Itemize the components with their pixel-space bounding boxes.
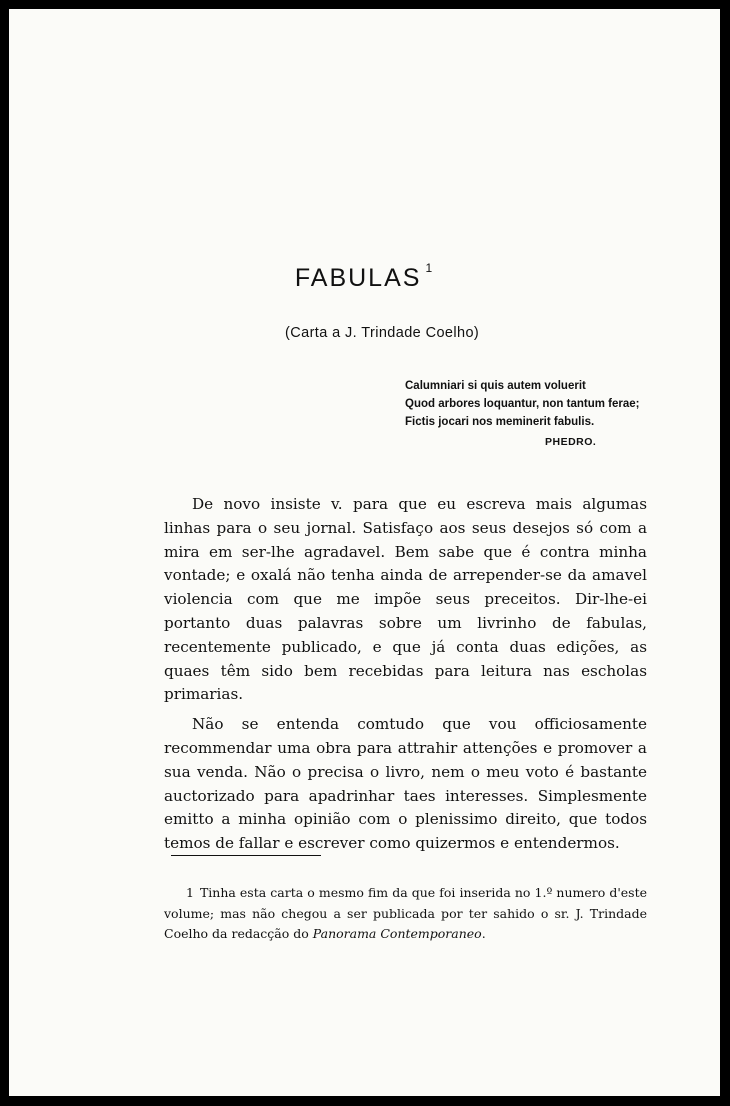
title-text: FABULAS [294, 264, 422, 292]
footnote-divider [171, 855, 321, 856]
epigraph [405, 377, 665, 451]
document-page [9, 9, 720, 1096]
epigraph-author: PHEDRO. [545, 436, 597, 448]
page-title [9, 261, 720, 293]
epigraph-line: Calumniari si quis autem voluerit [405, 380, 586, 392]
footnote-number: 1 [186, 885, 194, 900]
footnote-end: . [481, 926, 486, 941]
paragraph: De novo insiste v. para que eu escreva mais algumas linhas para o seu jornal. Satisfaço aos seus desejos só com a mira em ser-lhe agradavel. Bem sabe que é contra minha vontade; e oxalá não tenha ainda de arrepender-se da amavel violencia com que me impõe seus preceitos. Dir-lhe-ei portanto duas palavras sobre um livrinho de fabulas, recentemente publicado, e que já conta duas edições, as quaes têm sido bem recebidas para leitura nas escholas primarias. [164, 495, 647, 704]
footnote-marker[interactable]: 1 [425, 261, 435, 275]
footnote [164, 883, 647, 945]
footnote-text: Tinha esta carta o mesmo fim da que foi inserida no 1.º numero d'este volume; mas não chegou a ser publicada por ter sahido o sr. J. Trindade Coelho da redacção do [164, 885, 647, 941]
epigraph-line: Quod arbores loquantur, non tantum ferae; [405, 398, 640, 410]
body-text [164, 493, 647, 856]
subtitle: (Carta a J. Trindade Coelho) [285, 325, 480, 341]
epigraph-line: Fictis jocari nos meminerit fabulis. [405, 416, 595, 428]
footnote-journal-title: Panorama Contemporaneo [312, 926, 482, 941]
paragraph: Não se entenda comtudo que vou officiosamente recommendar uma obra para attrahir attenções e promover a sua venda. Não o precisa o livro, nem o meu voto é bastante auctorizado para apadrinhar taes interesses. Simplesmente emitto a minha opinião com o plenissimo direito, que todos temos de fallar e escrever como quizermos e entendermos. [164, 715, 647, 853]
